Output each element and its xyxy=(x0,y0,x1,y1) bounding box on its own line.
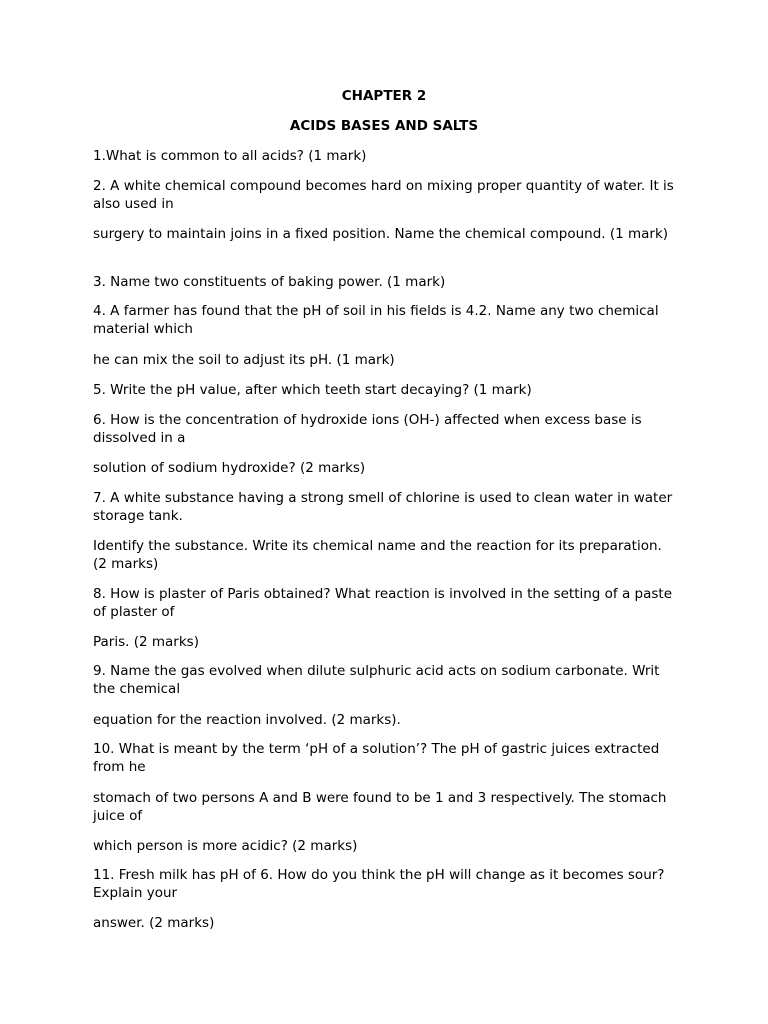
question-3: 3. Name two constituents of baking power. (1 mark) xyxy=(93,274,446,290)
chapter-heading: CHAPTER 2 xyxy=(341,88,427,104)
question-6-part-1: 6. How is the concentration of hydroxide ions (OH-) affected when excess base is dissolved in a xyxy=(93,412,642,446)
question-10-part-1: 10. What is meant by the term ‘pH of a solution’? The pH of gastric juices extracted from he xyxy=(93,741,660,775)
question-7-part-1: 7. A white substance having a strong smell of chlorine is used to clean water in water storage tank. xyxy=(93,490,673,524)
question-4-part-1: 4. A farmer has found that the pH of soil in his fields is 4.2. Name any two chemical material which xyxy=(93,303,659,337)
question-1: 1.What is common to all acids? (1 mark) xyxy=(93,148,367,164)
question-7-part-2: Identify the substance. Write its chemical name and the reaction for its preparation. (2 marks) xyxy=(93,538,662,572)
question-2-part-1: 2. A white chemical compound becomes hard on mixing proper quantity of water. It is also used in xyxy=(93,178,674,212)
question-10-part-2: stomach of two persons A and B were found to be 1 and 3 respectively. The stomach juice of xyxy=(93,790,667,824)
question-8-part-1: 8. How is plaster of Paris obtained? What reaction is involved in the setting of a paste of plaster of xyxy=(93,586,673,620)
question-11-part-2: answer. (2 marks) xyxy=(93,915,215,931)
question-4-part-2: he can mix the soil to adjust its pH. (1 mark) xyxy=(93,352,395,368)
question-2-part-2: surgery to maintain joins in a fixed position. Name the chemical compound. (1 mark) xyxy=(93,226,669,242)
chapter-title: ACIDS BASES AND SALTS xyxy=(289,118,479,134)
question-9-part-1: 9. Name the gas evolved when dilute sulphuric acid acts on sodium carbonate. Writ the chemical xyxy=(93,663,660,697)
question-10-part-3: which person is more acidic? (2 marks) xyxy=(93,838,358,854)
question-6-part-2: solution of sodium hydroxide? (2 marks) xyxy=(93,460,366,476)
question-5: 5. Write the pH value, after which teeth start decaying? (1 mark) xyxy=(93,382,532,398)
question-9-part-2: equation for the reaction involved. (2 marks). xyxy=(93,712,401,728)
question-8-part-2: Paris. (2 marks) xyxy=(93,634,199,650)
question-11-part-1: 11. Fresh milk has pH of 6. How do you think the pH will change as it becomes sour? Explain your xyxy=(93,867,665,901)
